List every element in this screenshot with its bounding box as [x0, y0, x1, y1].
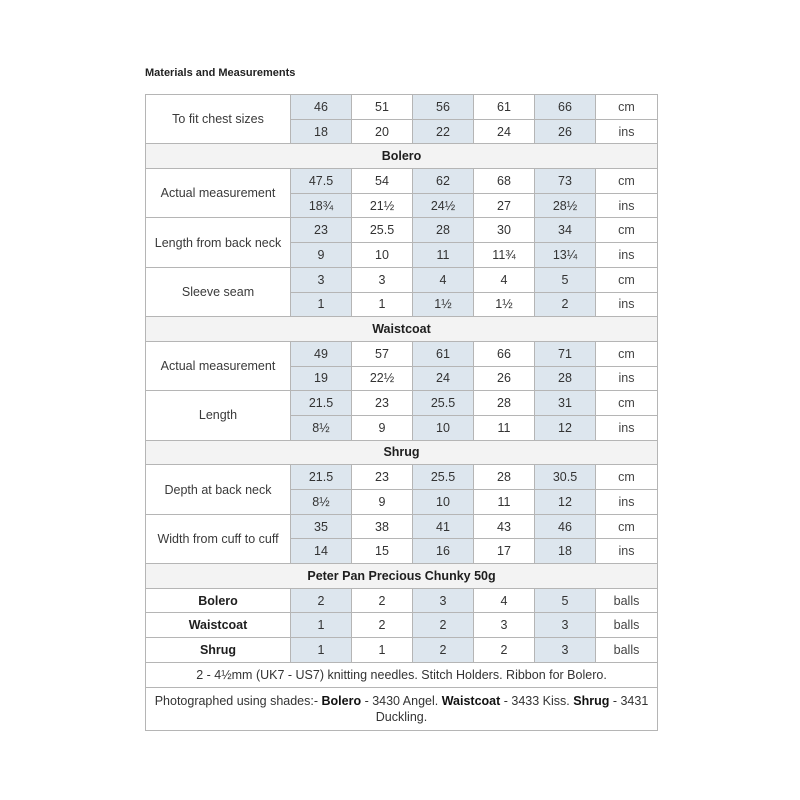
value-cell: 14: [291, 539, 352, 564]
row-label: To fit chest sizes: [146, 95, 291, 144]
value-cell: 4: [474, 267, 535, 292]
value-cell: 18: [291, 119, 352, 144]
row-label: Actual measurement: [146, 341, 291, 390]
section-heading: Waistcoat: [146, 317, 658, 342]
unit-cell: ins: [596, 490, 658, 515]
unit-cell: balls: [596, 588, 658, 613]
value-cell: 73: [535, 169, 596, 194]
unit-cell: cm: [596, 169, 658, 194]
value-cell: 23: [291, 218, 352, 243]
value-cell: 62: [413, 169, 474, 194]
measurement-row: [146, 218, 658, 243]
value-cell: 28: [413, 218, 474, 243]
value-cell: 10: [413, 415, 474, 440]
value-cell: 13¼: [535, 243, 596, 268]
yarn-row: [146, 613, 658, 638]
value-cell: 15: [352, 539, 413, 564]
shades-note: [146, 687, 658, 730]
value-cell: 21.5: [291, 391, 352, 416]
value-cell: 21.5: [291, 465, 352, 490]
value-cell: 25.5: [413, 391, 474, 416]
value-cell: 9: [352, 415, 413, 440]
value-cell: 1½: [474, 292, 535, 317]
unit-cell: ins: [596, 366, 658, 391]
value-cell: 10: [352, 243, 413, 268]
row-label: Depth at back neck: [146, 465, 291, 514]
unit-cell: ins: [596, 539, 658, 564]
value-cell: 8½: [291, 415, 352, 440]
value-cell: 10: [413, 490, 474, 515]
value-cell: 5: [535, 267, 596, 292]
value-cell: 2: [413, 613, 474, 638]
value-cell: 18: [535, 539, 596, 564]
shades-intro: Photographed using shades:-: [154, 693, 322, 708]
page-title: Materials and Measurements: [145, 67, 296, 79]
value-cell: 41: [413, 514, 474, 539]
value-cell: 26: [474, 366, 535, 391]
notes-row: [146, 662, 658, 687]
value-cell: 26: [535, 119, 596, 144]
value-cell: 46: [291, 95, 352, 120]
value-cell: 11: [474, 490, 535, 515]
value-cell: 1: [291, 613, 352, 638]
value-cell: 4: [474, 588, 535, 613]
value-cell: 68: [474, 169, 535, 194]
measurement-row: [146, 267, 658, 292]
value-cell: 2: [352, 588, 413, 613]
value-cell: 46: [535, 514, 596, 539]
value-cell: 61: [474, 95, 535, 120]
shade-waistcoat-label: Waistcoat: [441, 693, 501, 708]
row-label: Sleeve seam: [146, 267, 291, 316]
value-cell: 2: [535, 292, 596, 317]
shade-waistcoat-value: - 3433 Kiss.: [500, 693, 574, 708]
section-row: [146, 564, 658, 589]
value-cell: 47.5: [291, 169, 352, 194]
unit-cell: cm: [596, 267, 658, 292]
unit-cell: ins: [596, 292, 658, 317]
value-cell: 34: [535, 218, 596, 243]
measurement-row: [146, 95, 658, 120]
row-label: Length: [146, 391, 291, 440]
row-label: Width from cuff to cuff: [146, 514, 291, 563]
measurement-row: [146, 465, 658, 490]
value-cell: 57: [352, 341, 413, 366]
value-cell: 28: [474, 391, 535, 416]
section-heading: Bolero: [146, 144, 658, 169]
unit-cell: cm: [596, 218, 658, 243]
unit-cell: cm: [596, 514, 658, 539]
value-cell: 31: [535, 391, 596, 416]
value-cell: 1½: [413, 292, 474, 317]
value-cell: 3: [291, 267, 352, 292]
value-cell: 19: [291, 366, 352, 391]
value-cell: 56: [413, 95, 474, 120]
unit-cell: ins: [596, 193, 658, 218]
value-cell: 24½: [413, 193, 474, 218]
value-cell: 28½: [535, 193, 596, 218]
value-cell: 3: [535, 613, 596, 638]
value-cell: 23: [352, 465, 413, 490]
value-cell: 3: [352, 267, 413, 292]
shade-bolero-label: Bolero: [321, 693, 362, 708]
shade-shrug-value: - 3431 Duckling.: [375, 693, 652, 724]
row-label: Shrug: [146, 638, 291, 663]
row-label: Actual measurement: [146, 169, 291, 218]
unit-cell: cm: [596, 95, 658, 120]
measurements-table: [145, 94, 658, 731]
value-cell: 66: [535, 95, 596, 120]
row-label: Length from back neck: [146, 218, 291, 267]
value-cell: 49: [291, 341, 352, 366]
value-cell: 2: [352, 613, 413, 638]
value-cell: 28: [535, 366, 596, 391]
notes-row: [146, 687, 658, 730]
value-cell: 2: [291, 588, 352, 613]
unit-cell: ins: [596, 243, 658, 268]
value-cell: 43: [474, 514, 535, 539]
measurement-row: [146, 514, 658, 539]
value-cell: 1: [352, 292, 413, 317]
value-cell: 11: [474, 415, 535, 440]
unit-cell: balls: [596, 638, 658, 663]
value-cell: 24: [474, 119, 535, 144]
value-cell: 17: [474, 539, 535, 564]
row-label: Bolero: [146, 588, 291, 613]
value-cell: 20: [352, 119, 413, 144]
value-cell: 30.5: [535, 465, 596, 490]
value-cell: 66: [474, 341, 535, 366]
unit-cell: ins: [596, 415, 658, 440]
section-heading: Peter Pan Precious Chunky 50g: [146, 564, 658, 589]
value-cell: 21½: [352, 193, 413, 218]
value-cell: 1: [291, 638, 352, 663]
value-cell: 3: [535, 638, 596, 663]
value-cell: 5: [535, 588, 596, 613]
shade-bolero-value: - 3430 Angel.: [361, 693, 442, 708]
value-cell: 23: [352, 391, 413, 416]
value-cell: 25.5: [352, 218, 413, 243]
section-row: [146, 440, 658, 465]
value-cell: 61: [413, 341, 474, 366]
value-cell: 11: [413, 243, 474, 268]
value-cell: 11¾: [474, 243, 535, 268]
value-cell: 22: [413, 119, 474, 144]
value-cell: 24: [413, 366, 474, 391]
value-cell: 12: [535, 490, 596, 515]
measurement-row: [146, 391, 658, 416]
value-cell: 2: [413, 638, 474, 663]
value-cell: 1: [352, 638, 413, 663]
yarn-row: [146, 588, 658, 613]
value-cell: 8½: [291, 490, 352, 515]
value-cell: 3: [413, 588, 474, 613]
unit-cell: cm: [596, 465, 658, 490]
value-cell: 54: [352, 169, 413, 194]
value-cell: 30: [474, 218, 535, 243]
row-label: Waistcoat: [146, 613, 291, 638]
value-cell: 28: [474, 465, 535, 490]
value-cell: 12: [535, 415, 596, 440]
shade-shrug-label: Shrug: [573, 693, 610, 708]
value-cell: 27: [474, 193, 535, 218]
section-row: [146, 144, 658, 169]
value-cell: 22½: [352, 366, 413, 391]
value-cell: 71: [535, 341, 596, 366]
value-cell: 35: [291, 514, 352, 539]
value-cell: 4: [413, 267, 474, 292]
value-cell: 1: [291, 292, 352, 317]
value-cell: 51: [352, 95, 413, 120]
unit-cell: ins: [596, 119, 658, 144]
value-cell: 25.5: [413, 465, 474, 490]
value-cell: 18¾: [291, 193, 352, 218]
unit-cell: cm: [596, 341, 658, 366]
value-cell: 9: [352, 490, 413, 515]
unit-cell: cm: [596, 391, 658, 416]
value-cell: 38: [352, 514, 413, 539]
section-row: [146, 317, 658, 342]
value-cell: 9: [291, 243, 352, 268]
needles-note: 2 - 4½mm (UK7 - US7) knitting needles. Stitch Holders. Ribbon for Bolero.: [146, 662, 658, 687]
value-cell: 3: [474, 613, 535, 638]
measurement-row: [146, 341, 658, 366]
yarn-row: [146, 638, 658, 663]
value-cell: 16: [413, 539, 474, 564]
unit-cell: balls: [596, 613, 658, 638]
measurement-row: [146, 169, 658, 194]
value-cell: 2: [474, 638, 535, 663]
section-heading: Shrug: [146, 440, 658, 465]
